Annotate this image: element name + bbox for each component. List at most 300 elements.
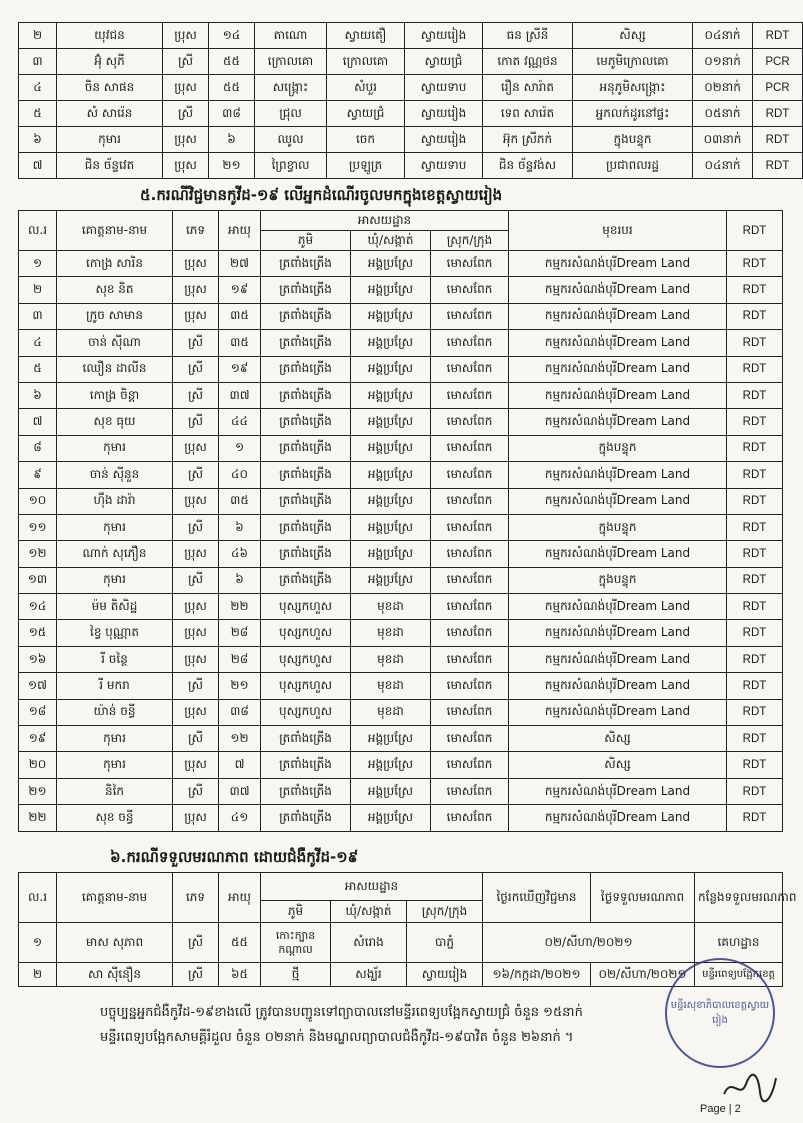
table-row bbox=[19, 963, 783, 987]
cell-district: ស្វាយទាប bbox=[405, 153, 483, 179]
cell-name: ចាន់ ស៊ីនួន bbox=[57, 462, 173, 488]
cell-occupation: កម្មករសំណង់បុរីDream Land bbox=[509, 541, 727, 567]
header-test: RDT bbox=[727, 211, 783, 251]
cell-sex: ស្រី bbox=[173, 673, 219, 699]
section5-table bbox=[18, 210, 783, 832]
cell-age: ៦៥ bbox=[219, 963, 261, 987]
cell-no: ២២ bbox=[19, 805, 57, 831]
cell-district: មោសពែក bbox=[431, 330, 509, 356]
cell-village: ត្រពាំងត្រើង bbox=[261, 409, 351, 435]
header-village: ភូមិ bbox=[261, 231, 351, 251]
cell-age: ៣៥ bbox=[219, 488, 261, 514]
cell-no: ១១ bbox=[19, 514, 57, 540]
cell-age: ៣៧ bbox=[219, 382, 261, 408]
cell-age: ១៩ bbox=[219, 277, 261, 303]
cell-name: រី ចន្ថៃ bbox=[57, 646, 173, 672]
cell-district: មោសពែក bbox=[431, 435, 509, 461]
cell-sex: ប្រុស bbox=[173, 303, 219, 329]
cell-commune: ស្វាយតឿ bbox=[327, 23, 405, 49]
cell-test: RDT bbox=[727, 778, 783, 804]
cell-count: ០៤នាក់ bbox=[693, 153, 753, 179]
cell-occupation: ក្នុងបន្ទុក bbox=[509, 435, 727, 461]
table-row bbox=[19, 303, 783, 329]
cell-village: បុស្សកហួស bbox=[261, 673, 351, 699]
cell-district: មោសពែក bbox=[431, 699, 509, 725]
cell-name: កោង្រ ចិន្តា bbox=[57, 382, 173, 408]
cell-sex: ស្រី bbox=[163, 101, 209, 127]
cell-village: ត្រពាំងត្រើង bbox=[261, 356, 351, 382]
cell-commune: អង្គប្រស្រែ bbox=[351, 409, 431, 435]
cell-district: ស្វាយទាប bbox=[405, 75, 483, 101]
cell-test: RDT bbox=[727, 541, 783, 567]
cell-occupation: ប្រជាពលរដ្ឋ bbox=[573, 153, 693, 179]
cell-name: ចាន់ ស៊ីណា bbox=[57, 330, 173, 356]
cell-occupation: កម្មករសំណង់បុរីDream Land bbox=[509, 646, 727, 672]
header-age: អាយុ bbox=[219, 211, 261, 251]
cell-dates: ០២/សីហា/២០២១ bbox=[483, 923, 695, 963]
cell-sex: ប្រុស bbox=[173, 435, 219, 461]
cell-name: ម៉ម តិសិដ្ឋ bbox=[57, 594, 173, 620]
cell-village: បុស្សកហួស bbox=[261, 620, 351, 646]
cell-sex: ប្រុស bbox=[173, 620, 219, 646]
cell-name: អ៊ុំ សុភី bbox=[57, 49, 163, 75]
cell-district: មោសពែក bbox=[431, 382, 509, 408]
cell-district: ស្វាយជ្រំ bbox=[405, 49, 483, 75]
cell-age: ៦ bbox=[219, 567, 261, 593]
cell-district: មោសពែក bbox=[431, 752, 509, 778]
cell-test: PCR bbox=[753, 49, 803, 75]
cell-commune: ស្វាយជ្រំ bbox=[327, 101, 405, 127]
cell-test: RDT bbox=[727, 805, 783, 831]
cell-contact: អ៊ុក ស្រីភក់ bbox=[483, 127, 573, 153]
cell-district: មោសពែក bbox=[431, 277, 509, 303]
cell-no: ៣ bbox=[19, 49, 57, 75]
cell-occupation: កម្មករសំណង់បុរីDream Land bbox=[509, 673, 727, 699]
table-row bbox=[19, 514, 783, 540]
table-row bbox=[19, 541, 783, 567]
header-no: ល.រ bbox=[19, 211, 57, 251]
cell-village: ត្រពាំងត្រើង bbox=[261, 726, 351, 752]
cell-age: ៧ bbox=[219, 752, 261, 778]
cell-age: ៦ bbox=[219, 514, 261, 540]
cell-contact: ទេព សារ៉េត bbox=[483, 101, 573, 127]
cases-table-top bbox=[18, 22, 803, 179]
s6-header-address: អាសយដ្ឋាន bbox=[261, 873, 483, 901]
table-row bbox=[19, 594, 783, 620]
cell-no: ២ bbox=[19, 23, 57, 49]
cell-test: RDT bbox=[727, 435, 783, 461]
cell-district: មោសពែក bbox=[431, 620, 509, 646]
cell-sex: ស្រី bbox=[173, 963, 219, 987]
cell-age: ៣៥ bbox=[219, 303, 261, 329]
cell-commune: សំបួរ bbox=[327, 75, 405, 101]
cell-occupation: កម្មករសំណង់បុរីDream Land bbox=[509, 277, 727, 303]
cell-count: ០៣នាក់ bbox=[693, 127, 753, 153]
cell-name: កុមារ bbox=[57, 752, 173, 778]
official-stamp bbox=[665, 958, 775, 1068]
cell-sex: ស្រី bbox=[173, 356, 219, 382]
s6-header-sex: ភេទ bbox=[173, 873, 219, 923]
cell-occupation: អ្នកលក់ដូរនៅផ្ទះ bbox=[573, 101, 693, 127]
cell-age: ២៨ bbox=[219, 620, 261, 646]
cell-name: យ៉ាន់ ចន្ធី bbox=[57, 699, 173, 725]
cell-village: ជ្រុល bbox=[255, 101, 327, 127]
cell-sex: ស្រី bbox=[173, 330, 219, 356]
cell-no: ៤ bbox=[19, 75, 57, 101]
cell-test: RDT bbox=[727, 330, 783, 356]
cell-district: មោសពែក bbox=[431, 514, 509, 540]
cell-test: RDT bbox=[727, 277, 783, 303]
table-row bbox=[19, 778, 783, 804]
table-row bbox=[19, 409, 783, 435]
cell-commune: សង្ឃ័រ bbox=[331, 963, 407, 987]
section6-heading: ៦.ករណីទទួលមរណភាព ដោយជំងឺកូវីដ-១៩ bbox=[110, 848, 359, 866]
cell-age: ៣៨ bbox=[219, 699, 261, 725]
cell-age: ៤០ bbox=[219, 462, 261, 488]
cell-sex: ប្រុស bbox=[163, 23, 209, 49]
cell-occupation: កម្មករសំណង់បុរីDream Land bbox=[509, 488, 727, 514]
cell-no: ២ bbox=[19, 963, 57, 987]
cell-village: ត្រពាំងត្រើង bbox=[261, 778, 351, 804]
cell-commune: សំរោង bbox=[331, 923, 407, 963]
cell-village: ត្រពាំងត្រើង bbox=[261, 514, 351, 540]
table-row bbox=[19, 462, 783, 488]
cell-name: សុខ និត bbox=[57, 277, 173, 303]
cell-count: ០៤នាក់ bbox=[693, 23, 753, 49]
cell-name: ក្រូច សាមាន bbox=[57, 303, 173, 329]
cell-sex: ប្រុស bbox=[163, 127, 209, 153]
cell-test: RDT bbox=[727, 488, 783, 514]
cell-sex: ប្រុស bbox=[173, 277, 219, 303]
cell-village: សង្ក្រោះ bbox=[255, 75, 327, 101]
cell-commune: អង្គប្រស្រែ bbox=[351, 726, 431, 752]
cell-contact: ជិន ច័ន្ទវង់ស bbox=[483, 153, 573, 179]
cell-count: ០១នាក់ bbox=[693, 49, 753, 75]
cell-sex: ប្រុស bbox=[173, 646, 219, 672]
cell-no: ១៨ bbox=[19, 699, 57, 725]
table-row bbox=[19, 620, 783, 646]
cell-name: ខ្វៃ បុណ្ណាត bbox=[57, 620, 173, 646]
cell-occupation: កម្មករសំណង់បុរីDream Land bbox=[509, 805, 727, 831]
cell-occupation: សិស្ស bbox=[573, 23, 693, 49]
cell-district: មោសពែក bbox=[431, 567, 509, 593]
cell-district: ស្វាយរៀង bbox=[405, 101, 483, 127]
section6-table bbox=[18, 872, 797, 987]
cell-age: ៥៥ bbox=[209, 75, 255, 101]
cell-age: ២១ bbox=[209, 153, 255, 179]
table-row bbox=[19, 726, 783, 752]
header-address: អាសយដ្ឋាន bbox=[261, 211, 509, 231]
cell-occupation: កម្មករសំណង់បុរីDream Land bbox=[509, 778, 727, 804]
cell-age: ៦ bbox=[209, 127, 255, 153]
cell-test: RDT bbox=[753, 101, 803, 127]
cell-test: RDT bbox=[753, 127, 803, 153]
cell-no: ៧ bbox=[19, 153, 57, 179]
cell-village: ត្រពាំងត្រើង bbox=[261, 303, 351, 329]
cell-no: ១៣ bbox=[19, 567, 57, 593]
cell-age: ៥៥ bbox=[209, 49, 255, 75]
cell-place: មន្ទីរពេទ្យបង្អែកខេត្ត bbox=[695, 963, 783, 987]
s6-header-death-place: កន្លែងទទួលមរណភាព bbox=[695, 873, 783, 923]
cell-name: សំ សារ៉េន bbox=[57, 101, 163, 127]
summary-line-1: បច្ចុប្បន្នអ្នកជំងឺកូវីដ-១៩ខាងលើ ត្រូវបានបញ្ជូនទៅព្យាបាលនៅមន្ទីរពេទ្យបង្អែកស្វាយជ្រំ ចំនួន ១៥នាក់ bbox=[100, 1005, 583, 1020]
cell-commune: អង្គប្រស្រែ bbox=[351, 752, 431, 778]
s6-header-positive-date: ថ្ងៃរកឃើញវិជ្ជមាន bbox=[483, 873, 591, 923]
cell-district: មោសពែក bbox=[431, 541, 509, 567]
cell-place: គេហដ្ឋាន bbox=[695, 923, 783, 963]
table-row bbox=[19, 699, 783, 725]
cell-district: បាភ្នំ bbox=[407, 923, 483, 963]
table-row bbox=[19, 23, 803, 49]
cell-sex: ស្រី bbox=[173, 514, 219, 540]
cell-sex: ប្រុស bbox=[173, 251, 219, 277]
cell-occupation: កម្មករសំណង់បុរីDream Land bbox=[509, 409, 727, 435]
cell-village: បុស្សកហួស bbox=[261, 594, 351, 620]
cell-test: RDT bbox=[727, 251, 783, 277]
cell-no: ១៩ bbox=[19, 726, 57, 752]
cell-occupation: កម្មករសំណង់បុរីDream Land bbox=[509, 620, 727, 646]
cell-death-date: ០២/សីហា/២០២១ bbox=[591, 963, 695, 987]
s6-header-death-date: ថ្ងៃទទួលមរណភាព bbox=[591, 873, 695, 923]
cell-commune: អង្គប្រស្រែ bbox=[351, 251, 431, 277]
cell-occupation: កម្មករសំណង់បុរីDream Land bbox=[509, 251, 727, 277]
cell-test: RDT bbox=[727, 699, 783, 725]
cell-district: ស្វាយរៀង bbox=[405, 23, 483, 49]
cell-village: ត្រពាំងត្រើង bbox=[261, 435, 351, 461]
cell-age: ៣៨ bbox=[209, 101, 255, 127]
s6-header-commune: ឃុំ/សង្កាត់ bbox=[331, 901, 407, 923]
cell-test: RDT bbox=[727, 620, 783, 646]
cell-occupation: កម្មករសំណង់បុរីDream Land bbox=[509, 382, 727, 408]
header-occupation: មុខរបរ bbox=[509, 211, 727, 251]
cell-district: មោសពែក bbox=[431, 594, 509, 620]
cell-sex: ស្រី bbox=[173, 382, 219, 408]
cell-name: រី មករា bbox=[57, 673, 173, 699]
table-row bbox=[19, 567, 783, 593]
cell-district: មោសពែក bbox=[431, 488, 509, 514]
cell-district: មោសពែក bbox=[431, 462, 509, 488]
cell-commune: ក្រោលគោ bbox=[327, 49, 405, 75]
cell-no: ៦ bbox=[19, 127, 57, 153]
cell-no: ១ bbox=[19, 923, 57, 963]
cell-test: RDT bbox=[727, 382, 783, 408]
table-row bbox=[19, 673, 783, 699]
cell-sex: ប្រុស bbox=[163, 153, 209, 179]
header-district: ស្រុក/ក្រុង bbox=[431, 231, 509, 251]
cell-village: ត្រពាំងត្រើង bbox=[261, 752, 351, 778]
table-row bbox=[19, 488, 783, 514]
cell-sex: ស្រី bbox=[173, 409, 219, 435]
cell-occupation: កម្មករសំណង់បុរីDream Land bbox=[509, 330, 727, 356]
cell-contact: ធន ស្រីនី bbox=[483, 23, 573, 49]
cell-name: និកៃ bbox=[57, 778, 173, 804]
cell-no: ២០ bbox=[19, 752, 57, 778]
cell-commune: អង្គប្រស្រែ bbox=[351, 541, 431, 567]
cell-occupation: សិស្ស bbox=[509, 752, 727, 778]
cell-village: ត្រពាំងត្រើង bbox=[261, 277, 351, 303]
cell-occupation: មេភូមិក្រោលគោ bbox=[573, 49, 693, 75]
cell-commune: អង្គប្រស្រែ bbox=[351, 356, 431, 382]
table-row bbox=[19, 382, 783, 408]
cell-name: ចិន សាផន bbox=[57, 75, 163, 101]
cell-village: ក្រោលគោ bbox=[255, 49, 327, 75]
cell-village: ត្រពាំងត្រើង bbox=[261, 567, 351, 593]
cell-district: មោសពែក bbox=[431, 726, 509, 752]
cell-sex: ប្រុស bbox=[173, 752, 219, 778]
cell-test: RDT bbox=[727, 409, 783, 435]
table-row bbox=[19, 646, 783, 672]
cell-age: ២១ bbox=[219, 673, 261, 699]
cell-district: មោសពែក bbox=[431, 409, 509, 435]
s6-header-district: ស្រុក/ក្រុង bbox=[407, 901, 483, 923]
cell-count: ០៥នាក់ bbox=[693, 101, 753, 127]
cell-district: មោសពែក bbox=[431, 356, 509, 382]
cell-name: ជិន ច័ន្ទវេត bbox=[57, 153, 163, 179]
cell-district: មោសពែក bbox=[431, 673, 509, 699]
cell-no: ៩ bbox=[19, 462, 57, 488]
cell-commune: អង្គប្រស្រែ bbox=[351, 435, 431, 461]
cell-sex: ស្រី bbox=[173, 923, 219, 963]
cell-no: ៥ bbox=[19, 356, 57, 382]
table-row bbox=[19, 356, 783, 382]
s6-header-name: គោត្តនាម-នាម bbox=[57, 873, 173, 923]
header-name: គោត្តនាម-នាម bbox=[57, 211, 173, 251]
cell-sex: ប្រុស bbox=[173, 541, 219, 567]
cell-commune: មុខដា bbox=[351, 594, 431, 620]
cell-age: ២៧ bbox=[219, 251, 261, 277]
header-sex: ភេទ bbox=[173, 211, 219, 251]
cell-district: ស្វាយរៀង bbox=[405, 127, 483, 153]
cell-commune: ចេក bbox=[327, 127, 405, 153]
cell-name: មាស សុភាព bbox=[57, 923, 173, 963]
cell-name: ណាក់ សុភឿន bbox=[57, 541, 173, 567]
cell-test: RDT bbox=[727, 356, 783, 382]
cell-village: ត្រពាំងត្រើង bbox=[261, 488, 351, 514]
cell-commune: អង្គប្រស្រែ bbox=[351, 330, 431, 356]
cell-village: កោះក្បាន កណ្តាល bbox=[261, 923, 331, 963]
cell-commune: មុខដា bbox=[351, 673, 431, 699]
cell-sex: ប្រុស bbox=[173, 594, 219, 620]
cell-occupation: កម្មករសំណង់បុរីDream Land bbox=[509, 462, 727, 488]
cell-occupation: កម្មករសំណង់បុរីDream Land bbox=[509, 594, 727, 620]
section5-heading: ៥.ករណីវិជ្ជមានកូវីដ-១៩ លើអ្នកដំណើរចូលមកក្នុងខេត្តស្វាយរៀង bbox=[140, 186, 503, 204]
cell-name: កុមារ bbox=[57, 435, 173, 461]
cell-sex: ស្រី bbox=[173, 462, 219, 488]
cell-village: បុស្សកហួស bbox=[261, 646, 351, 672]
cell-test: RDT bbox=[753, 153, 803, 179]
cell-village: បុស្សកហួស bbox=[261, 699, 351, 725]
cell-village: ព្រៃខ្វាល bbox=[255, 153, 327, 179]
cell-no: ៥ bbox=[19, 101, 57, 127]
cell-village: ត្រពាំងត្រើង bbox=[261, 251, 351, 277]
cell-no: ២ bbox=[19, 277, 57, 303]
cell-commune: អង្គប្រស្រែ bbox=[351, 488, 431, 514]
cell-commune: អង្គប្រស្រែ bbox=[351, 778, 431, 804]
cell-no: ៤ bbox=[19, 330, 57, 356]
table-row bbox=[19, 127, 803, 153]
cell-test: RDT bbox=[727, 462, 783, 488]
cell-name: កុមារ bbox=[57, 567, 173, 593]
cell-contact: កោត វណ្ណថន bbox=[483, 49, 573, 75]
cell-occupation: ក្នុងបន្ទុក bbox=[509, 514, 727, 540]
cell-district: មោសពែក bbox=[431, 303, 509, 329]
cell-test: RDT bbox=[727, 726, 783, 752]
cell-occupation: ក្នុងបន្ទុក bbox=[573, 127, 693, 153]
cell-district: ស្វាយរៀង bbox=[407, 963, 483, 987]
cell-district: មោសពែក bbox=[431, 805, 509, 831]
cell-test: RDT bbox=[727, 567, 783, 593]
cell-no: ៣ bbox=[19, 303, 57, 329]
table-row bbox=[19, 153, 803, 179]
cell-test: PCR bbox=[753, 75, 803, 101]
cell-commune: ប្រឡូត្រ bbox=[327, 153, 405, 179]
cell-commune: អង្គប្រស្រែ bbox=[351, 382, 431, 408]
s6-header-village: ភូមិ bbox=[261, 901, 331, 923]
cell-age: ៣៧ bbox=[219, 778, 261, 804]
cell-village: ត្រពាំងត្រើង bbox=[261, 382, 351, 408]
cell-name: យុវជន bbox=[57, 23, 163, 49]
cell-village: ត្រពាំងត្រើង bbox=[261, 541, 351, 567]
cell-sex: ប្រុស bbox=[163, 75, 209, 101]
table-row bbox=[19, 435, 783, 461]
summary-line-2: មន្ទីរពេទ្យបង្អែកសាមគ្គីរំដួល ចំនួន ០២នាក់ និងមណ្ឌលព្យាបាលជំងឺកូវីដ-១៩បាវិត ចំនួន ២៦នាក់ ។ bbox=[100, 1030, 574, 1045]
cell-no: ១៧ bbox=[19, 673, 57, 699]
table-row bbox=[19, 49, 803, 75]
cell-occupation: កម្មករសំណង់បុរីDream Land bbox=[509, 699, 727, 725]
cell-commune: អង្គប្រស្រែ bbox=[351, 805, 431, 831]
signature-mark bbox=[720, 1070, 780, 1104]
cell-occupation: ក្នុងបន្ទុក bbox=[509, 567, 727, 593]
cell-name: សុខ ធុយ bbox=[57, 409, 173, 435]
cell-occupation: សិស្ស bbox=[509, 726, 727, 752]
cell-no: ៦ bbox=[19, 382, 57, 408]
cell-village: ត្រពាំងត្រើង bbox=[261, 462, 351, 488]
cell-name: កុមារ bbox=[57, 127, 163, 153]
cell-age: ១៩ bbox=[219, 356, 261, 382]
cell-village: តាណោ bbox=[255, 23, 327, 49]
table-row bbox=[19, 805, 783, 831]
cell-sex: ប្រុស bbox=[173, 805, 219, 831]
cell-age: ៤៦ bbox=[219, 541, 261, 567]
cell-no: ៧ bbox=[19, 409, 57, 435]
cell-name: កុមារ bbox=[57, 514, 173, 540]
cell-name: ឈឿន ដាលីន bbox=[57, 356, 173, 382]
cell-name: សុខ ចន្ធី bbox=[57, 805, 173, 831]
cell-district: មោសពែក bbox=[431, 646, 509, 672]
cell-commune: មុខដា bbox=[351, 699, 431, 725]
cell-commune: មុខដា bbox=[351, 620, 431, 646]
page-number: Page | 2 bbox=[700, 1103, 741, 1115]
cell-commune: អង្គប្រស្រែ bbox=[351, 514, 431, 540]
cell-name: សា ស៊ីនឿន bbox=[57, 963, 173, 987]
cell-occupation: អនុភូមិសង្ក្រោះ bbox=[573, 75, 693, 101]
cell-age: ៤៤ bbox=[219, 409, 261, 435]
cell-test: RDT bbox=[727, 752, 783, 778]
cell-sex: ស្រី bbox=[173, 567, 219, 593]
cell-village: ត្រពាំងត្រើង bbox=[261, 330, 351, 356]
cell-district: មោសពែក bbox=[431, 778, 509, 804]
cell-age: ២២ bbox=[219, 594, 261, 620]
cell-village: ត្រពាំងត្រើង bbox=[261, 805, 351, 831]
cell-test: RDT bbox=[727, 303, 783, 329]
cell-no: ១៤ bbox=[19, 594, 57, 620]
cell-sex: ប្រុស bbox=[173, 699, 219, 725]
cell-age: ២៨ bbox=[219, 646, 261, 672]
cell-no: ១៦ bbox=[19, 646, 57, 672]
header-commune: ឃុំ/សង្កាត់ bbox=[351, 231, 431, 251]
table-row bbox=[19, 330, 783, 356]
s6-header-no: ល.រ bbox=[19, 873, 57, 923]
